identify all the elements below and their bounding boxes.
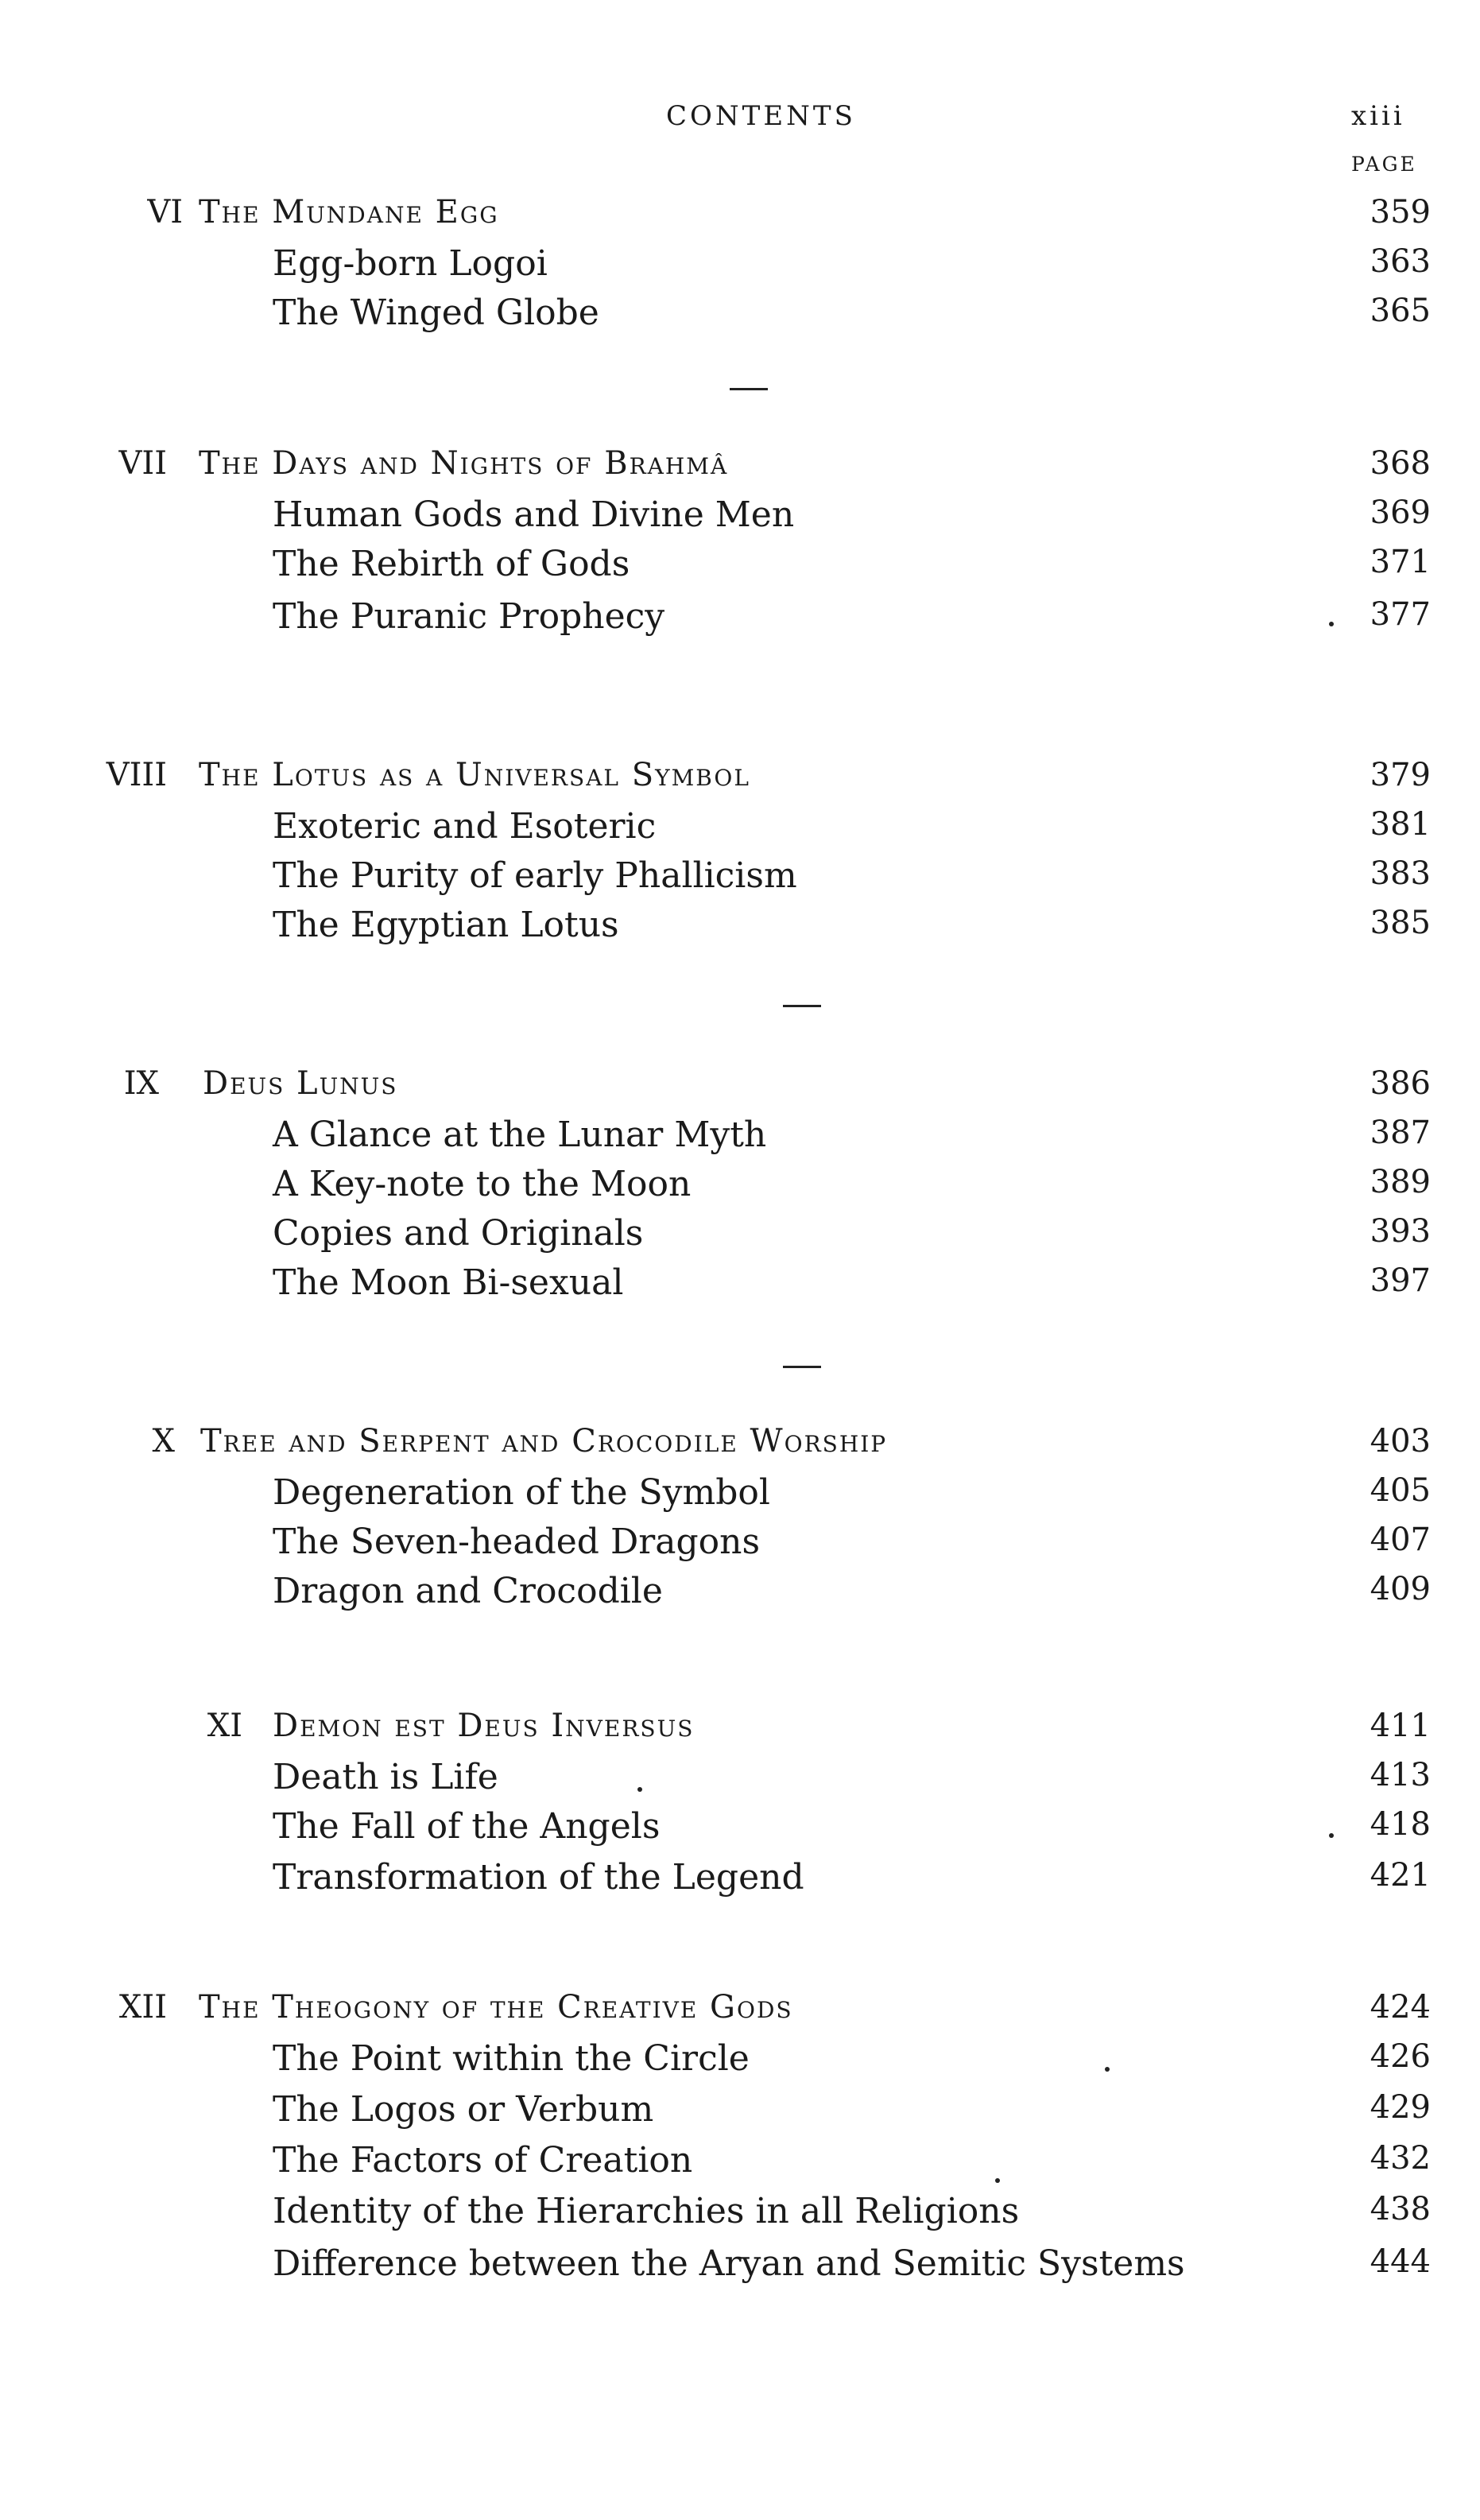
section-divider — [783, 1005, 821, 1007]
chapter-numeral: VIII — [106, 757, 167, 793]
chapter-page: 411 — [1370, 1708, 1431, 1744]
section-title: The Fall of the Angels — [273, 1806, 661, 1847]
chapter-page: 368 — [1370, 445, 1431, 482]
chapter-page: 379 — [1370, 757, 1431, 793]
section-page: 369 — [1370, 494, 1431, 531]
chapter-numeral: X — [152, 1423, 175, 1460]
section-title: Egg-born Logoi — [273, 243, 548, 284]
print-speck — [1329, 622, 1334, 626]
print-speck — [1105, 2067, 1110, 2072]
chapter-title: The Lotus as a Universal Symbol — [199, 757, 750, 793]
section-page: 413 — [1370, 1757, 1431, 1793]
section-title: The Seven-headed Dragons — [273, 1522, 761, 1562]
section-title: The Factors of Creation — [273, 2140, 693, 2181]
chapter-page: 359 — [1370, 194, 1431, 231]
section-title: Human Gods and Divine Men — [273, 494, 795, 535]
section-page: 393 — [1370, 1213, 1431, 1250]
section-title: The Purity of early Phallicism — [273, 855, 797, 896]
section-page: 385 — [1370, 905, 1431, 941]
running-title: CONTENTS — [666, 100, 856, 132]
section-title: A Glance at the Lunar Myth — [273, 1115, 767, 1155]
section-title: Difference between the Aryan and Semitic Systems — [273, 2243, 1185, 2284]
section-divider — [730, 388, 768, 390]
chapter-numeral: IX — [123, 1065, 159, 1102]
section-title: The Rebirth of Gods — [273, 544, 630, 584]
section-page: 381 — [1370, 806, 1431, 843]
section-page: 426 — [1370, 2038, 1431, 2075]
section-title: Death is Life — [273, 1757, 498, 1797]
chapter-title: The Days and Nights of Brahmâ — [199, 445, 729, 482]
chapter-numeral: VI — [147, 194, 183, 231]
section-page: 363 — [1370, 243, 1431, 280]
chapter-title: The Mundane Egg — [199, 194, 499, 231]
section-page: 421 — [1370, 1857, 1431, 1894]
chapter-title: Deus Lunus — [203, 1065, 398, 1102]
chapter-title: Demon est Deus Inversus — [273, 1708, 695, 1744]
section-title: Copies and Originals — [273, 1213, 644, 1254]
chapter-numeral: XI — [207, 1708, 242, 1744]
section-title: The Puranic Prophecy — [273, 596, 665, 637]
section-page: 444 — [1370, 2243, 1431, 2280]
section-title: The Moon Bi-sexual — [273, 1262, 624, 1303]
section-page: 383 — [1370, 855, 1431, 892]
folio-number: xiii — [1351, 100, 1405, 132]
section-title: Exoteric and Esoteric — [273, 806, 657, 847]
chapter-numeral: VII — [118, 445, 167, 482]
section-title: The Egyptian Lotus — [273, 905, 619, 945]
section-page: 432 — [1370, 2140, 1431, 2177]
section-page: 365 — [1370, 293, 1431, 329]
section-page: 429 — [1370, 2089, 1431, 2126]
section-title: The Logos or Verbum — [273, 2089, 654, 2130]
chapter-page: 424 — [1370, 1989, 1431, 2026]
chapter-title: Tree and Serpent and Crocodile Worship — [200, 1423, 888, 1460]
section-page: 407 — [1370, 1522, 1431, 1558]
chapter-title: The Theogony of the Creative Gods — [199, 1989, 793, 2026]
section-divider — [783, 1366, 821, 1368]
section-title: The Point within the Circle — [273, 2038, 750, 2079]
section-page: 397 — [1370, 1262, 1431, 1299]
print-speck — [637, 1787, 642, 1792]
section-page: 387 — [1370, 1115, 1431, 1151]
page-column-label: PAGE — [1351, 153, 1417, 176]
section-page: 389 — [1370, 1164, 1431, 1200]
section-title: Transformation of the Legend — [273, 1857, 804, 1898]
section-title: Dragon and Crocodile — [273, 1571, 663, 1611]
section-title: The Winged Globe — [273, 293, 599, 333]
section-page: 377 — [1370, 596, 1431, 633]
print-speck — [995, 2178, 1000, 2183]
section-page: 418 — [1370, 1806, 1431, 1843]
section-title: Degeneration of the Symbol — [273, 1472, 770, 1513]
chapter-numeral: XII — [118, 1989, 167, 2026]
section-page: 409 — [1370, 1571, 1431, 1607]
chapter-page: 386 — [1370, 1065, 1431, 1102]
print-speck — [1329, 1833, 1334, 1838]
section-title: Identity of the Hierarchies in all Religions — [273, 2191, 1020, 2231]
section-page: 371 — [1370, 544, 1431, 580]
chapter-page: 403 — [1370, 1423, 1431, 1460]
section-page: 438 — [1370, 2191, 1431, 2227]
section-title: A Key-note to the Moon — [273, 1164, 692, 1204]
section-page: 405 — [1370, 1472, 1431, 1509]
